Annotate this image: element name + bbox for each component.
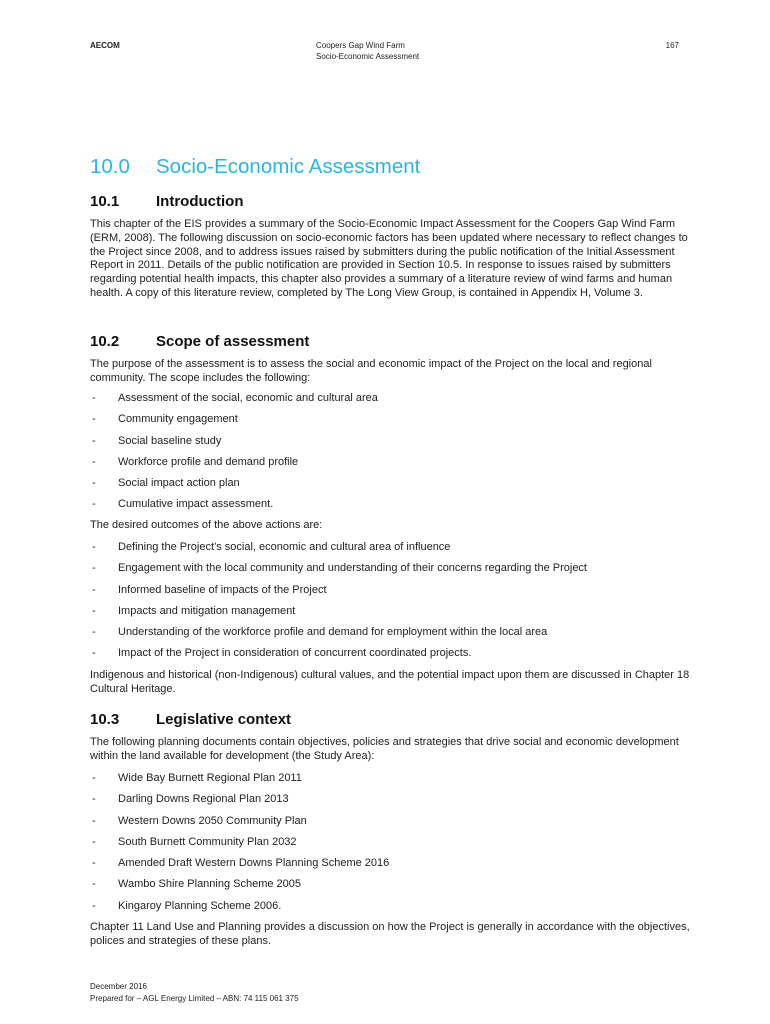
header-title xyxy=(316,40,419,62)
list-item-text: Wide Bay Burnett Regional Plan 2011 xyxy=(118,772,302,784)
list-item xyxy=(90,456,690,477)
list-item-text: Understanding of the workforce profile and demand for employment within the local area xyxy=(118,626,548,638)
list-item-text: Defining the Project’s social, economic and cultural area of influence xyxy=(118,541,451,553)
bullet-dash: - xyxy=(92,814,96,827)
list-item xyxy=(90,857,690,878)
section-title: Introduction xyxy=(156,193,244,210)
scope-intro: The purpose of the assessment is to assess the social and economic impact of the Project on the local and regional community. The scope includes the following: xyxy=(90,358,652,384)
list-item xyxy=(90,647,690,668)
chapter-heading xyxy=(90,155,420,179)
list-item-text: Impact of the Project in consideration of concurrent coordinated projects. xyxy=(118,647,472,660)
footer-prepared-for: Prepared for – AGL Energy Limited – ABN: 74 115 061 375 xyxy=(90,994,299,1003)
legislative-closing: Chapter 11 Land Use and Planning provides a discussion on how the Project is generally in accordance with the objectives, polices and strategies of these plans. xyxy=(90,921,690,947)
list-item-text: Social impact action plan xyxy=(118,477,240,489)
bullet-dash: - xyxy=(92,899,96,912)
bullet-dash: - xyxy=(92,434,96,447)
page-number: 167 xyxy=(665,41,679,50)
list-item xyxy=(90,793,690,814)
list-item-text: Amended Draft Western Downs Planning Scheme 2016 xyxy=(118,857,390,869)
bullet-dash: - xyxy=(92,857,96,869)
outcomes-intro: The desired outcomes of the above actions are: xyxy=(90,519,323,531)
section-number: 10.2 xyxy=(90,333,120,350)
bullet-dash: - xyxy=(92,498,96,511)
section-number: 10.3 xyxy=(90,711,120,728)
bullet-dash: - xyxy=(92,626,96,638)
list-item xyxy=(90,435,690,456)
list-item xyxy=(90,413,690,434)
bullet-dash: - xyxy=(92,835,96,848)
header-project: Coopers Gap Wind Farm xyxy=(316,41,405,50)
footer xyxy=(90,981,299,1005)
section-heading-10-1 xyxy=(90,193,243,210)
list-item-text: Workforce profile and demand profile xyxy=(118,455,299,468)
bullet-dash: - xyxy=(92,392,96,404)
list-item xyxy=(90,836,690,857)
list-item-text: Darling Downs Regional Plan 2013 xyxy=(118,793,289,806)
list-item-text: Impacts and mitigation management xyxy=(118,604,296,617)
list-item-text: Informed baseline of impacts of the Project xyxy=(118,583,327,596)
list-item-text: Community engagement xyxy=(118,413,238,426)
list-item-text: Engagement with the local community and understanding of their concerns regarding the Project xyxy=(118,562,587,575)
outcomes-list xyxy=(90,541,690,669)
bullet-dash: - xyxy=(92,878,96,891)
list-item xyxy=(90,605,690,626)
chapter-title: Socio-Economic Assessment xyxy=(156,155,421,178)
list-item xyxy=(90,541,690,562)
list-item-text: Kingaroy Planning Scheme 2006. xyxy=(118,899,282,912)
bullet-dash: - xyxy=(92,541,96,553)
list-item-text: Cumulative impact assessment. xyxy=(118,498,274,511)
bullet-dash: - xyxy=(92,455,96,468)
intro-paragraph: This chapter of the EIS provides a summary of the Socio-Economic Impact Assessment for the Coopers Gap Wind Farm (ERM, 2008). The following discussion on socio-economic factors has been updated where necessary to reflect changes to the Project since 2008, and to address issues raised by submitters during the public notification of the Initial Assessment Report in 2011. Details of the public notification are provided in Section 10.5. In response to issues raised by submitters regarding potential health impacts, this chapter also provides a summary of a literature review of wind farms and human health. A copy of this literature review, completed by The Long View Group, is contained in Appendix H, Volume 3. xyxy=(90,218,688,299)
list-item-text: Assessment of the social, economic and cultural area xyxy=(118,392,378,404)
plans-list xyxy=(90,772,690,921)
bullet-dash: - xyxy=(92,793,96,806)
chapter-number: 10.0 xyxy=(90,155,130,178)
bullet-dash: - xyxy=(92,413,96,426)
list-item xyxy=(90,878,690,899)
list-item xyxy=(90,772,690,793)
bullet-dash: - xyxy=(92,562,96,575)
scope-list xyxy=(90,392,690,520)
section-heading-10-2 xyxy=(90,333,309,350)
bullet-dash: - xyxy=(92,477,96,489)
bullet-dash: - xyxy=(92,772,96,784)
list-item-text: Wambo Shire Planning Scheme 2005 xyxy=(118,878,302,891)
list-item xyxy=(90,900,690,921)
list-item-text: Western Downs 2050 Community Plan xyxy=(118,814,307,827)
list-item-text: South Burnett Community Plan 2032 xyxy=(118,835,297,848)
list-item xyxy=(90,392,690,413)
list-item xyxy=(90,815,690,836)
bullet-dash: - xyxy=(92,604,96,617)
list-item xyxy=(90,477,690,498)
list-item xyxy=(90,498,690,519)
bullet-dash: - xyxy=(92,647,96,660)
section-heading-10-3 xyxy=(90,711,291,728)
section-title: Scope of assessment xyxy=(156,333,310,350)
bullet-dash: - xyxy=(92,583,96,596)
legislative-intro: The following planning documents contain objectives, policies and strategies that drive social and economic development within the land available for development (the Study Area): xyxy=(90,736,679,762)
cultural-paragraph: Indigenous and historical (non-Indigenous) cultural values, and the potential impact upon them are discussed in Chapter 18 Cultural Heritage. xyxy=(90,669,690,695)
list-item xyxy=(90,562,690,583)
header-company: AECOM xyxy=(90,41,120,50)
section-title: Legislative context xyxy=(156,711,292,728)
list-item xyxy=(90,584,690,605)
list-item-text: Social baseline study xyxy=(118,434,222,447)
footer-date: December 2016 xyxy=(90,982,147,991)
list-item xyxy=(90,626,690,647)
section-number: 10.1 xyxy=(90,193,120,210)
header-section: Socio-Economic Assessment xyxy=(316,52,420,61)
